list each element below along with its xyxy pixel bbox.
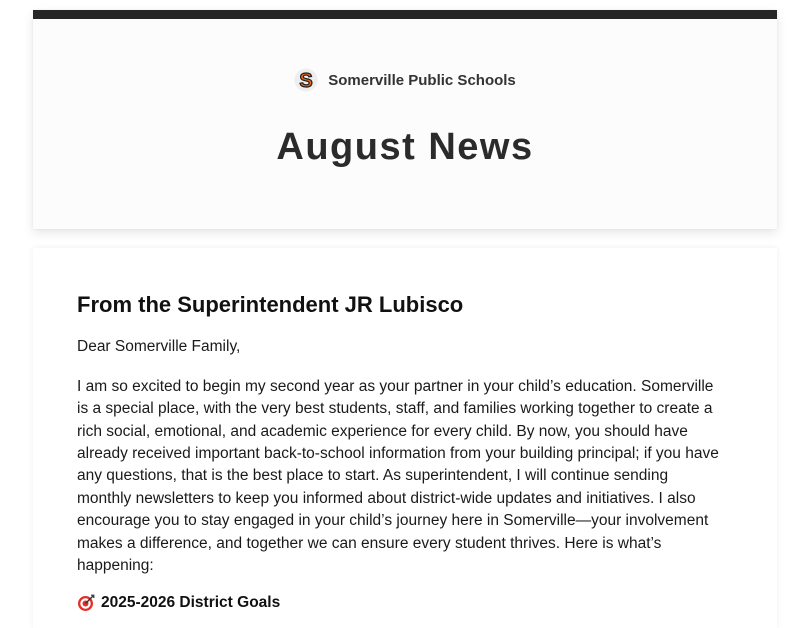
school-logo <box>294 68 318 92</box>
goals-heading <box>77 594 723 612</box>
article-body: I am so excited to begin my second year as your partner in your child’s education. Somerville is a special place, with the very best students, staff, and families working together to create a rich social, emotional, and academic experience for every child. By now, you should have already received important back-to-school information from your building principal; if you have any questions, that is the best place to start. As superintendent, I will continue sending monthly newsletters to keep you informed about district-wide updates and initiatives. I also encourage you to stay engaged in your child’s journey here in Somerville—your involvement makes a difference, and together we can ensure every student thrives. Here is what’s happening: <box>77 377 719 575</box>
article-title: From the Superintendent JR Lubisco <box>77 292 464 317</box>
article-greeting: Dear Somerville Family, <box>77 338 241 356</box>
article-card <box>33 248 777 628</box>
article-content <box>77 292 723 612</box>
school-name: Somerville Public Schools <box>328 71 516 89</box>
goals-heading-text: 2025-2026 District Goals <box>101 594 281 612</box>
target-icon <box>77 594 95 612</box>
newsletter-headline: August News <box>276 126 534 168</box>
logo-letter: S <box>299 70 313 92</box>
newsletter-header <box>33 10 777 229</box>
brand <box>33 68 777 92</box>
